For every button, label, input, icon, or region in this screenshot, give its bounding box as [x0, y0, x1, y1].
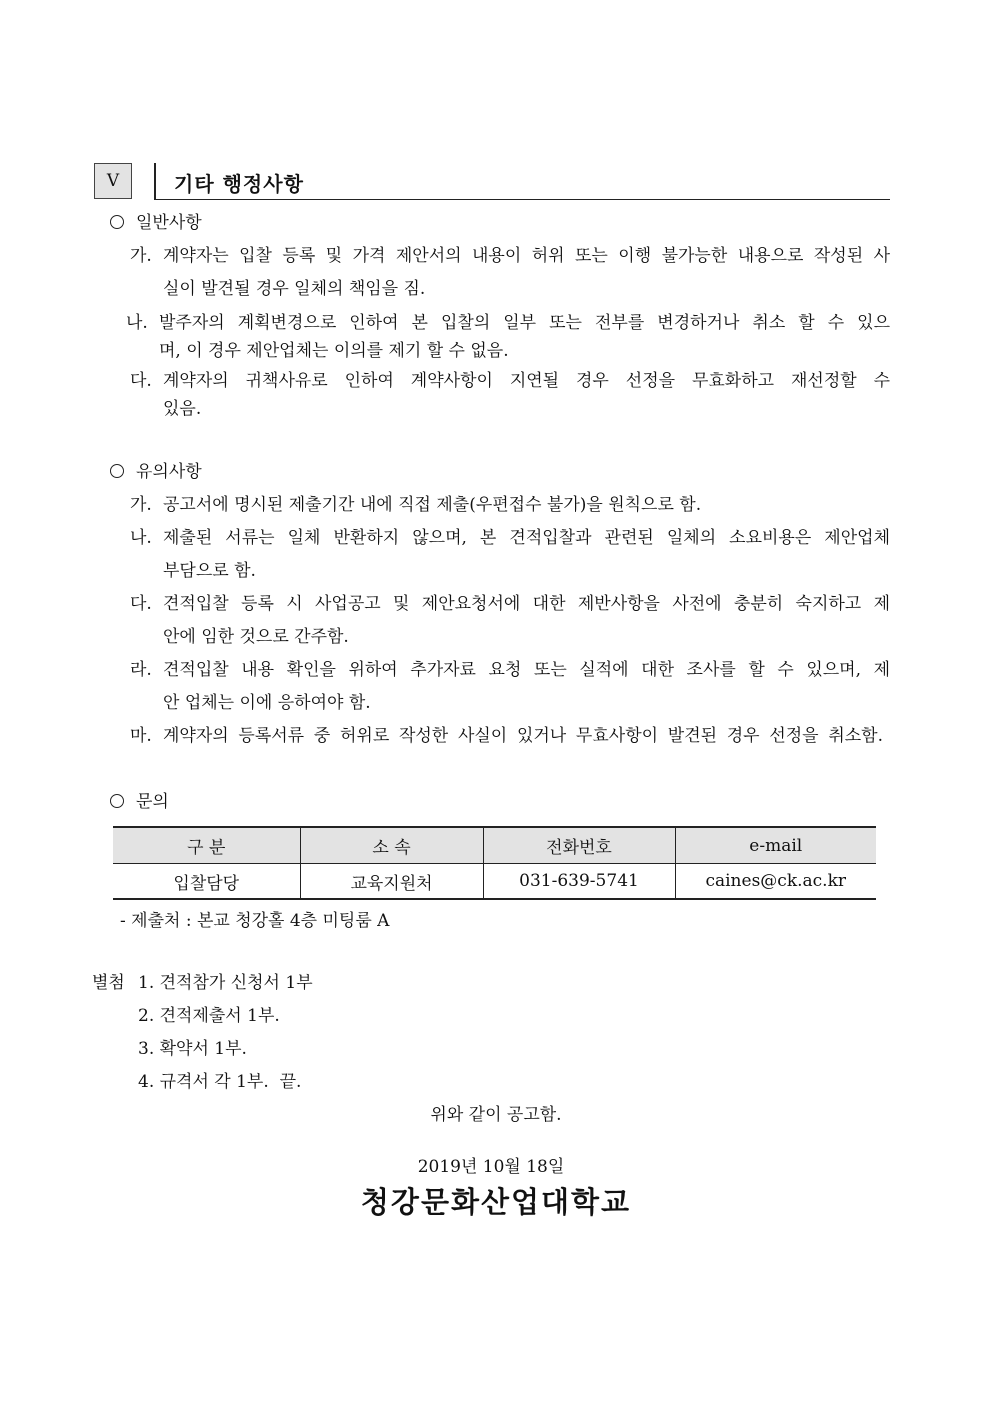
table-cell: 교육지원처 — [300, 864, 483, 900]
section-title: 기타 행정사항 — [174, 172, 304, 196]
closing-statement: 위와 같이 공고함. — [430, 1105, 562, 1125]
table-cell: 031-639-5741 — [483, 864, 675, 900]
subheading-inquiry: 문의 — [110, 791, 169, 813]
attachment-item: 4. 규격서 각 1부. 끝. — [138, 1072, 302, 1092]
list-item-text: 부담으로 함. — [163, 561, 256, 581]
list-item-text: 견적입찰 내용 확인을 위하여 추가자료 요청 또는 실적에 대한 조사를 할 수 있으며, 제 — [163, 660, 890, 680]
table-cell: 입찰담당 — [113, 864, 300, 900]
attachment-item: 3. 확약서 1부. — [138, 1039, 247, 1059]
list-item-text: 발주자의 계획변경으로 인하여 본 입찰의 일부 또는 전부를 변경하거나 취소 할 수 있으 — [159, 313, 890, 333]
list-item: 가. 공고서에 명시된 제출기간 내에 직접 제출(우편접수 불가)을 원칙으로 함. — [130, 495, 702, 515]
table-header-row — [113, 827, 876, 864]
list-item: 다. — [130, 594, 152, 614]
table-header-cell: e-mail — [675, 827, 876, 864]
table-header-cell: 구 분 — [113, 827, 300, 864]
organization-name: 청강문화산업대학교 — [360, 1185, 632, 1219]
list-item: 라. — [130, 660, 152, 680]
table-cell: caines@ck.ac.kr — [675, 864, 876, 900]
attachment-item: 1. 견적참가 신청서 1부 — [138, 973, 313, 993]
list-item: 나. — [130, 528, 152, 548]
list-item-text: 실이 발견될 경우 일체의 책임을 짐. — [163, 279, 426, 299]
contact-table — [113, 826, 876, 900]
header-underline — [154, 199, 890, 200]
list-item-text: 계약자는 입찰 등록 및 가격 제안서의 내용이 허위 또는 이행 불가능한 내용으로 작성된 사 — [163, 246, 890, 266]
section-number-box — [94, 163, 132, 199]
submit-location: - 제출처 : 본교 청강홀 4층 미팅룸 A — [120, 911, 390, 931]
list-item-text: 계약자의 귀책사유로 인하여 계약사항이 지연될 경우 선정을 무효화하고 재선정할 수 — [163, 371, 890, 391]
list-item-text: 며, 이 경우 제안업체는 이의를 제기 할 수 없음. — [159, 341, 509, 361]
table-row — [113, 864, 876, 900]
circle-bullet-icon — [110, 215, 124, 229]
table-header-cell: 전화번호 — [483, 827, 675, 864]
list-item-text: 제출된 서류는 일체 반환하지 않으며, 본 견적입찰과 관련된 일체의 소요비용은 제안업체 — [163, 528, 890, 548]
list-item: 마. — [130, 726, 152, 746]
circle-bullet-icon — [110, 464, 124, 478]
header-divider — [154, 163, 156, 200]
circle-bullet-icon — [110, 794, 124, 808]
list-item: 나. — [126, 313, 148, 333]
list-item-text: 견적입찰 등록 시 사업공고 및 제안요청서에 대한 제반사항을 사전에 충분히 숙지하고 제 — [163, 594, 890, 614]
list-item-text: 안 업체는 이에 응하여야 함. — [163, 693, 371, 713]
announcement-date: 2019년 10월 18일 — [417, 1157, 565, 1177]
subheading-general: 일반사항 — [110, 212, 202, 234]
list-item-text: 계약자의 등록서류 중 허위로 작성한 사실이 있거나 무효사항이 발견된 경우 선정을 취소함. — [163, 726, 883, 746]
attachment-item: 2. 견적제출서 1부. — [138, 1006, 280, 1026]
list-item-text: 있음. — [163, 399, 202, 419]
attachments-label: 별첨 — [92, 973, 125, 993]
section-number: Ⅴ — [106, 171, 120, 191]
table-header-cell: 소 속 — [300, 827, 483, 864]
list-item: 가. — [130, 246, 152, 266]
list-item-text: 안에 임한 것으로 간주함. — [163, 627, 349, 647]
subheading-notes: 유의사항 — [110, 461, 202, 483]
list-item: 다. — [130, 371, 152, 391]
